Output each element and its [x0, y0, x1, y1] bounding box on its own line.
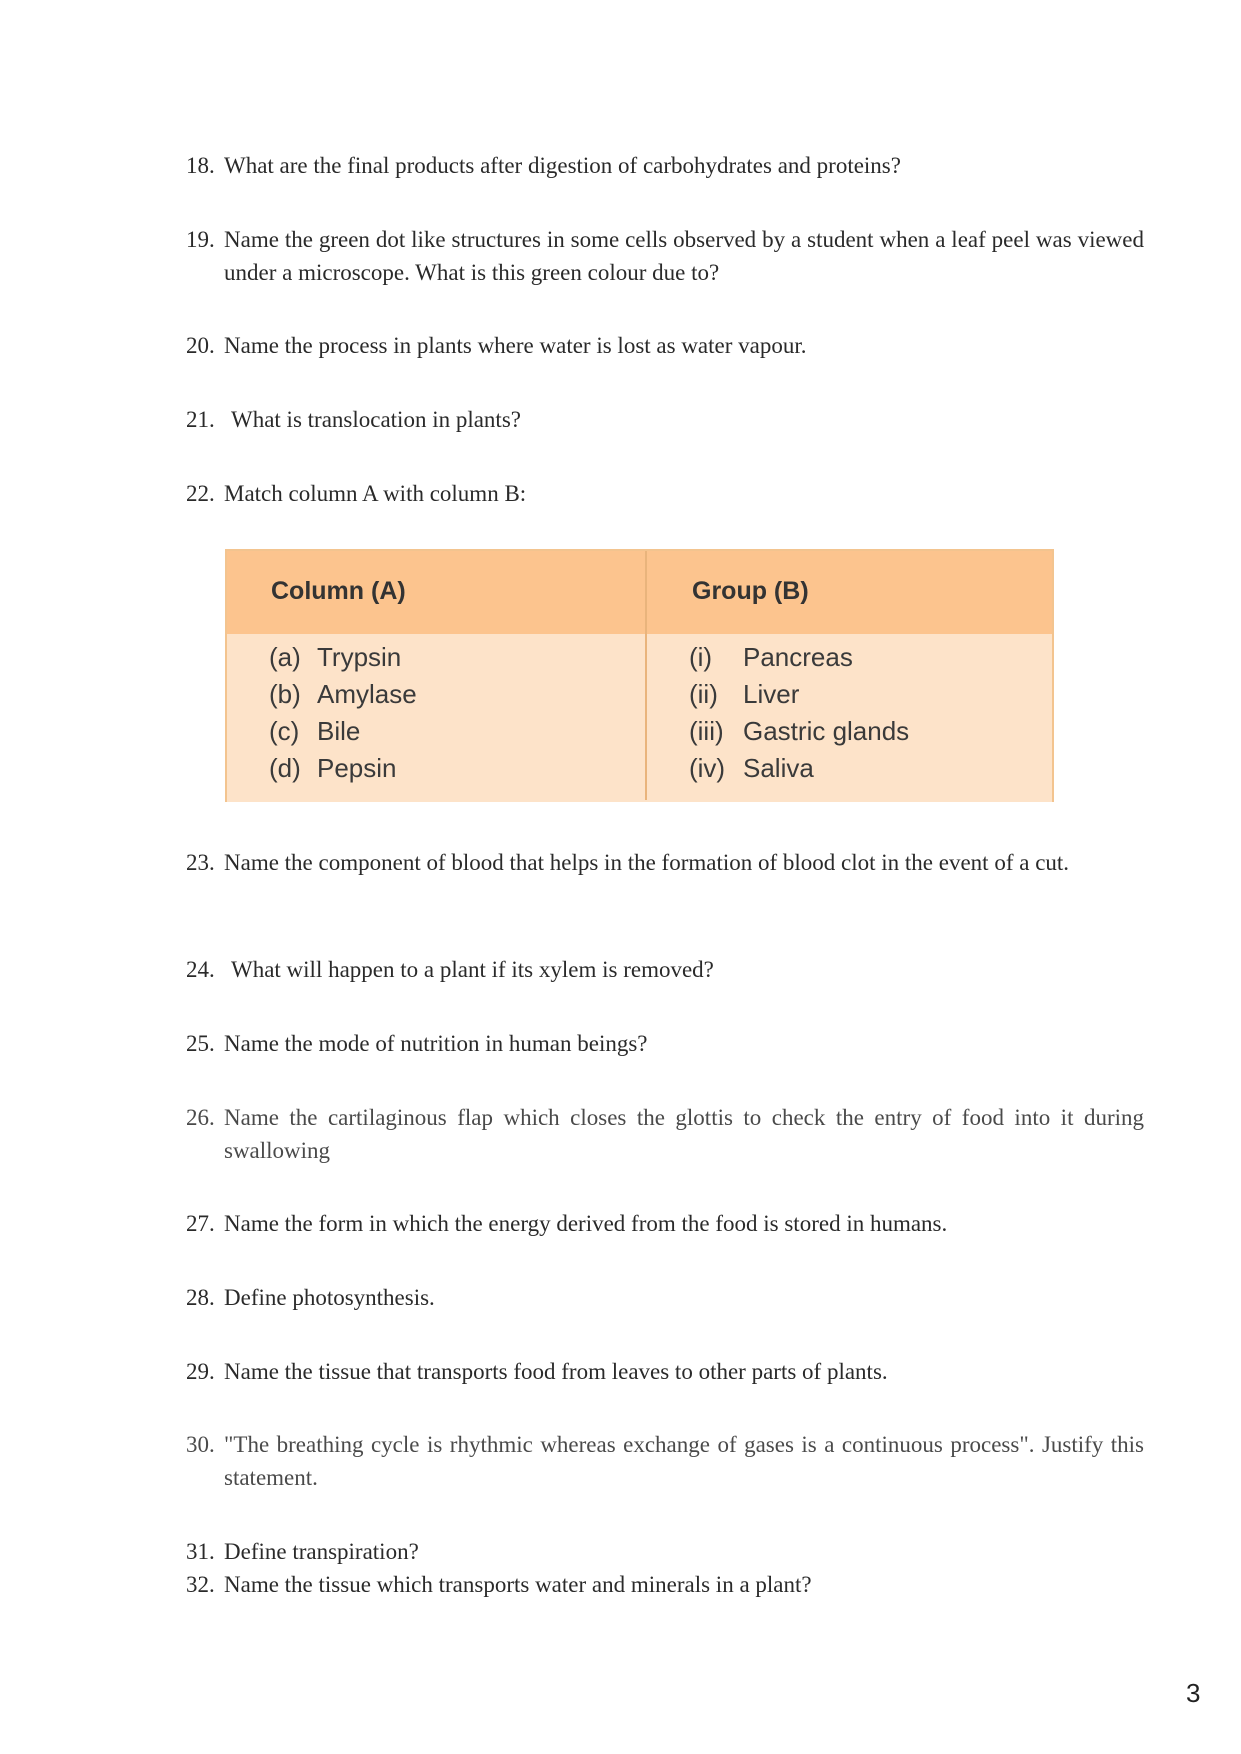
item-text: Pancreas: [743, 642, 853, 672]
item-text: Saliva: [743, 753, 814, 783]
question-text: Name the component of blood that helps in the formation of blood clot in the event of a cut.: [224, 850, 1070, 875]
match-table-divider: [645, 551, 647, 800]
question-text: Name the tissue that transports food from leaves to other parts of plants.: [224, 1359, 888, 1384]
column-b-item: [689, 750, 909, 787]
item-label: (ii): [689, 679, 718, 709]
question-29: [186, 1355, 1144, 1388]
question-number: 19.: [186, 227, 215, 252]
question-number: 32.: [186, 1572, 215, 1597]
question-18: [186, 149, 1144, 182]
column-a-item: [269, 750, 417, 787]
question-number: 30.: [186, 1432, 215, 1457]
question-number: 18.: [186, 153, 215, 178]
match-table: [225, 549, 1054, 802]
question-text: "The breathing cycle is rhythmic whereas exchange of gases is a continuous process". Justify this statement.: [224, 1432, 1144, 1490]
question-text: Define photosynthesis.: [224, 1285, 435, 1310]
column-b-item: [689, 676, 909, 713]
question-19: [186, 223, 1144, 289]
column-b-header: Group (B): [692, 577, 809, 605]
question-number: 27.: [186, 1211, 215, 1236]
question-number: 29.: [186, 1359, 215, 1384]
question-32: [186, 1568, 1144, 1601]
question-30: [186, 1428, 1144, 1494]
question-number: 28.: [186, 1285, 215, 1310]
question-text: Match column A with column B:: [224, 481, 527, 506]
item-text: Gastric glands: [743, 716, 910, 746]
question-number: 22.: [186, 481, 215, 506]
item-text: Trypsin: [317, 642, 402, 672]
item-label: (a): [269, 642, 301, 672]
column-a-list: [269, 639, 417, 787]
question-number: 25.: [186, 1031, 215, 1056]
item-label: (b): [269, 679, 301, 709]
question-text: What are the final products after digestion of carbohydrates and proteins?: [224, 153, 901, 178]
question-text: Define transpiration?: [224, 1539, 419, 1564]
column-a-item: [269, 713, 417, 750]
question-text: Name the form in which the energy derived from the food is stored in humans.: [224, 1211, 948, 1236]
item-text: Liver: [743, 679, 800, 709]
question-number: 26.: [186, 1105, 215, 1130]
question-23: [186, 846, 1144, 879]
question-text: Name the green dot like structures in some cells observed by a student when a leaf peel was viewed under a microscope. What is this green colour due to?: [224, 227, 1144, 285]
question-text: Name the tissue which transports water and minerals in a plant?: [224, 1572, 812, 1597]
column-a-item: [269, 639, 417, 676]
question-31: [186, 1535, 1144, 1568]
page-number: 3: [1186, 1678, 1201, 1708]
question-number: 21.: [186, 407, 215, 432]
item-label: (c): [269, 716, 300, 746]
question-text: Name the mode of nutrition in human beings?: [224, 1031, 648, 1056]
question-25: [186, 1027, 1144, 1060]
column-a-header: Column (A): [271, 577, 406, 605]
item-label: (iii): [689, 716, 724, 746]
question-22: [186, 477, 1144, 510]
question-text: What is translocation in plants?: [231, 407, 521, 432]
question-24: [186, 953, 1144, 986]
question-number: 20.: [186, 333, 215, 358]
item-label: (d): [269, 753, 301, 783]
question-28: [186, 1281, 1144, 1314]
item-text: Amylase: [317, 679, 417, 709]
question-21: [186, 403, 1144, 436]
column-b-item: [689, 713, 909, 750]
question-26: [186, 1101, 1144, 1167]
question-number: 23.: [186, 850, 215, 875]
question-text: Name the process in plants where water is lost as water vapour.: [224, 333, 807, 358]
item-label: (iv): [689, 753, 726, 783]
question-number: 31.: [186, 1539, 215, 1564]
question-number: 24.: [186, 957, 215, 982]
column-a-item: [269, 676, 417, 713]
question-27: [186, 1207, 1144, 1240]
question-text: What will happen to a plant if its xylem is removed?: [231, 957, 714, 982]
column-b-list: [689, 639, 909, 787]
item-text: Pepsin: [317, 753, 397, 783]
question-20: [186, 329, 1144, 362]
item-text: Bile: [317, 716, 361, 746]
column-b-item: [689, 639, 909, 676]
question-text: Name the cartilaginous flap which closes the glottis to check the entry of food into it during swallowing: [224, 1105, 1144, 1163]
item-label: (i): [689, 642, 713, 672]
